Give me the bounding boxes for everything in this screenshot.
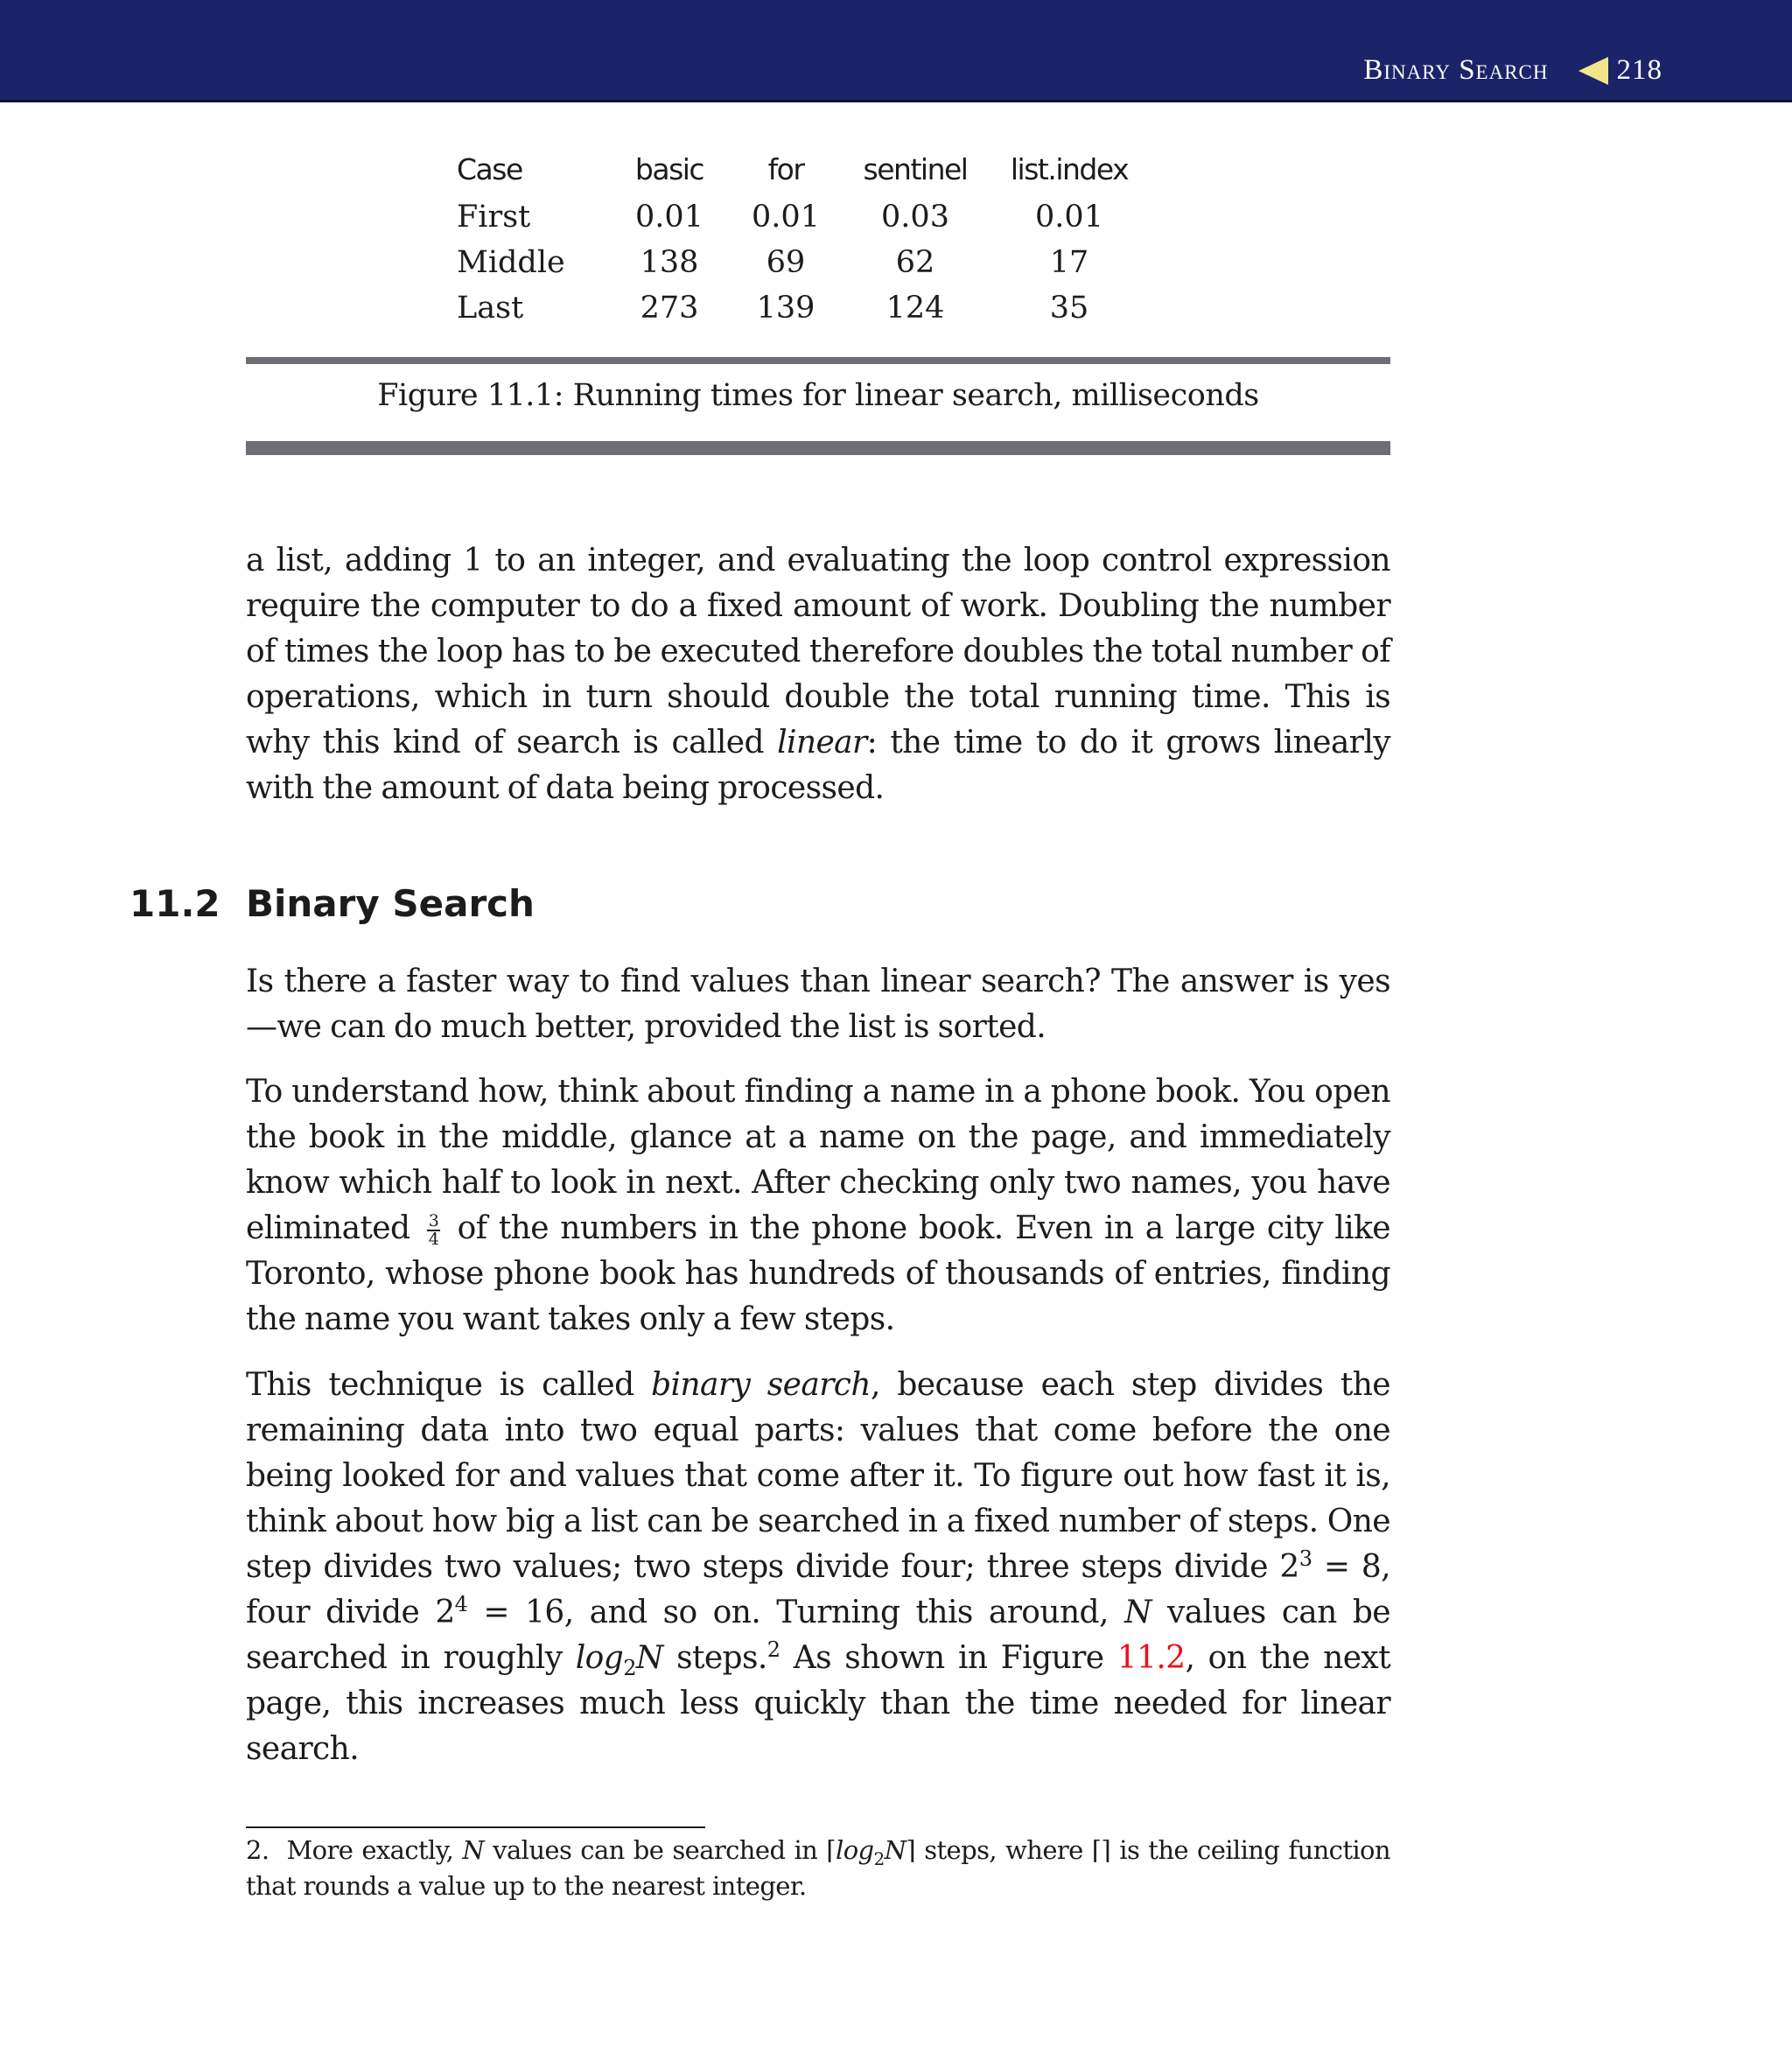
section-title: Binary Search bbox=[246, 882, 535, 925]
math-variable: N bbox=[462, 1835, 485, 1865]
math-log: log bbox=[836, 1835, 874, 1865]
subscript: 2 bbox=[623, 1656, 636, 1681]
table-cell: 273 bbox=[640, 291, 699, 326]
fraction-numerator: 3 bbox=[428, 1211, 439, 1230]
results-table bbox=[457, 151, 1146, 331]
running-head bbox=[1363, 54, 1662, 87]
text-run: As shown in Figure bbox=[780, 1640, 1117, 1676]
math-variable: N bbox=[884, 1835, 906, 1865]
text-run: steps, where bbox=[915, 1835, 1092, 1865]
fraction-denominator: 4 bbox=[428, 1230, 439, 1249]
text-run: values can be searched in roughly bbox=[246, 1595, 1390, 1676]
figure-caption: Figure 11.1: Running times for linear search, milliseconds bbox=[377, 378, 1259, 413]
text-run: This technique is called bbox=[246, 1367, 652, 1403]
table-header-row bbox=[457, 151, 1146, 194]
page-number: 218 bbox=[1616, 54, 1662, 86]
table-cell: First bbox=[457, 200, 531, 235]
previous-page-triangle-icon[interactable] bbox=[1578, 57, 1608, 85]
column-header: sentinel bbox=[863, 151, 968, 186]
table-cell: 138 bbox=[640, 245, 699, 280]
fraction bbox=[427, 1213, 441, 1248]
ceiling-open: ⌈ bbox=[826, 1835, 836, 1865]
text-run: = 8, four divide 2 bbox=[246, 1549, 1390, 1630]
paragraph-intro: Is there a faster way to find values than linear search? The answer is yes—we can do much better, provided the list is sorted. bbox=[246, 964, 1390, 1045]
table-cell: 17 bbox=[1049, 245, 1089, 280]
column-header: list.index bbox=[1010, 151, 1129, 186]
table-cell: 0.03 bbox=[881, 200, 949, 235]
footnote-reference[interactable]: 2 bbox=[766, 1637, 780, 1662]
table-cell: 139 bbox=[756, 291, 816, 326]
table-cell: 0.01 bbox=[635, 200, 704, 235]
paragraph-phone-book bbox=[246, 1069, 1390, 1342]
figure-top-rule bbox=[246, 357, 1390, 364]
column-header: basic bbox=[634, 151, 704, 186]
header-bar bbox=[0, 0, 1792, 102]
text-run: : the time to do it grows linearly with the amount of data being processed. bbox=[246, 725, 1390, 806]
table-cell: 0.01 bbox=[752, 200, 820, 235]
subscript: 2 bbox=[873, 1847, 885, 1869]
text-run: , because each step divides the remaining data into two equal parts: values that come before the one being looked for and values that come after it. To figure out how fast it is, think about how big a list can be searched in a fixed number of steps. One step divides two values; two steps divide four; three steps divide 2 bbox=[246, 1367, 1390, 1585]
text-run: , on the next page, this increases much less quickly than the time needed for linear search. bbox=[246, 1640, 1390, 1767]
text-run: of the numbers in the phone book. Even in a large city like Toronto, whose phone book has hundreds of thousands of entries, finding the name you want takes only a few steps. bbox=[246, 1210, 1391, 1337]
footnote bbox=[246, 1833, 1390, 1904]
text-run: values can be searched in bbox=[484, 1835, 827, 1865]
column-header: Case bbox=[457, 151, 522, 186]
text-run: a list, adding 1 to an integer, and evaluating the loop control expression require the computer to do a fixed amount of work. Doubling the number of times the loop has to be executed therefore doubles the total number of operations, which in turn should double the total running time. This is why this kind of search is called bbox=[246, 543, 1390, 761]
table-row bbox=[457, 240, 1146, 285]
ceiling-symbol: ⌈⌉ bbox=[1091, 1835, 1111, 1865]
paragraph-linear-search bbox=[246, 538, 1390, 811]
emphasis: linear bbox=[777, 725, 867, 761]
text-run: = 16, and so on. Turning this around, bbox=[467, 1595, 1124, 1630]
emphasis: binary search bbox=[651, 1367, 871, 1403]
math-variable: N bbox=[635, 1640, 663, 1676]
table-cell: 0.01 bbox=[1035, 200, 1103, 235]
text-run: is the ceiling function that rounds a value up to the nearest integer. bbox=[246, 1835, 1390, 1901]
table-cell: 35 bbox=[1049, 291, 1089, 326]
text-run: To understand how, think about finding a name in a phone book. You open the book in the middle, glance at a name on the page, and immediately know which half to look in next. After checking only two names, you have eliminated bbox=[246, 1074, 1390, 1246]
table-cell: Middle bbox=[457, 245, 565, 280]
running-title: Binary Search bbox=[1363, 54, 1549, 86]
section-number: 11.2 bbox=[130, 882, 220, 925]
footnote-rule bbox=[246, 1826, 705, 1828]
superscript: 3 bbox=[1298, 1546, 1312, 1571]
text-run: More exactly, bbox=[286, 1835, 463, 1865]
table-row bbox=[457, 285, 1146, 331]
footnote-mark: 2. bbox=[246, 1835, 270, 1865]
paragraph-binary-search bbox=[246, 1363, 1390, 1772]
superscript: 4 bbox=[454, 1592, 468, 1616]
column-header: for bbox=[767, 151, 804, 186]
figure-link[interactable]: 11.2 bbox=[1116, 1640, 1186, 1676]
text-run: steps. bbox=[662, 1640, 767, 1676]
table-cell: 62 bbox=[895, 245, 935, 280]
math-log: log bbox=[575, 1640, 624, 1676]
figure-bottom-rule bbox=[246, 441, 1390, 455]
ceiling-close: ⌉ bbox=[906, 1835, 916, 1865]
table-cell: 69 bbox=[766, 245, 806, 280]
math-variable: N bbox=[1124, 1595, 1152, 1630]
table-row bbox=[457, 194, 1146, 240]
table-cell: 124 bbox=[886, 291, 945, 326]
table-cell: Last bbox=[457, 291, 524, 326]
